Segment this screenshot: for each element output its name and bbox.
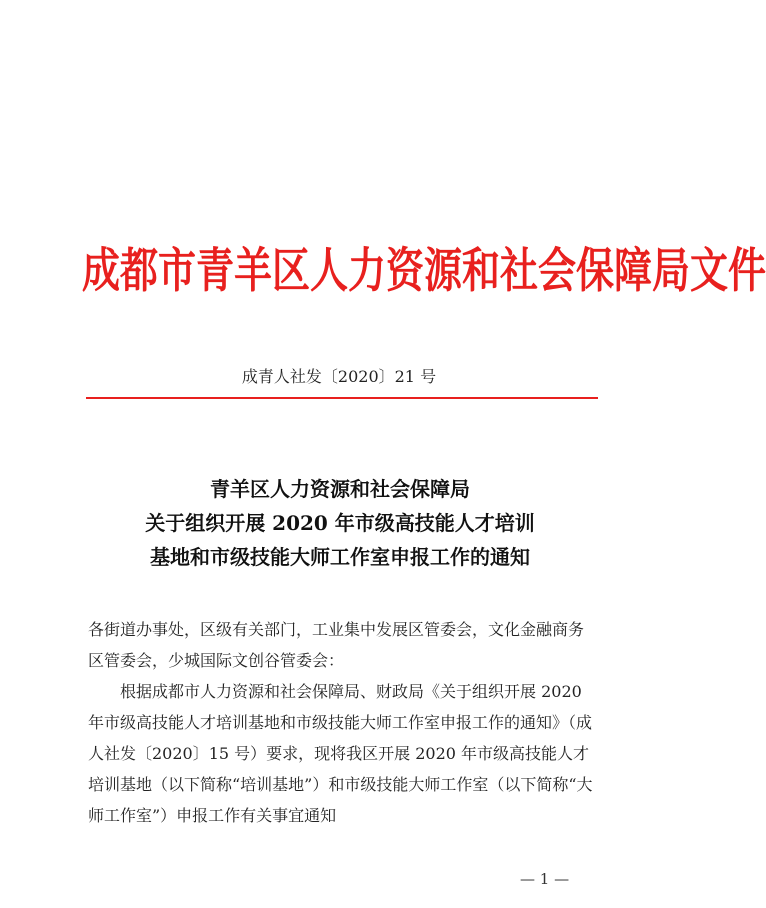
page-number: — 1 — [520,870,570,888]
red-divider-line [86,397,598,399]
subject-line-3: 基地和市级技能大师工作室申报工作的通知 [150,545,530,569]
document-header-title: 成都市青羊区人力资源和社会保障局文件 [82,243,766,299]
recipients-paragraph: 各街道办事处，区级有关部门，工业集中发展区管委会，文化金融商务区管委会，少城国际文创谷管委会： [88,620,585,670]
notice-subject [60,472,620,574]
body-paragraph-1: 根据成都市人力资源和社会保障局、财政局《关于组织开展 2020 年市级高技能人才培训基地和市级技能大师工作室申报工作的通知》（成人社发〔2020〕15 号）要求，现将我区开展 2020 年市级高技能人才培训基地（以下简称“培训基地”）和市级技能大师工作室（以下简称“大师工作室”）申报工作有关事宜通知 [88,682,593,825]
subject-line-2: 关于组织开展 2020 年市级高技能人才培训 [145,511,535,535]
document-number: 成青人社发〔2020〕21 号 [241,367,437,386]
subject-line-1: 青羊区人力资源和社会保障局 [210,477,470,501]
notice-body [88,614,596,831]
